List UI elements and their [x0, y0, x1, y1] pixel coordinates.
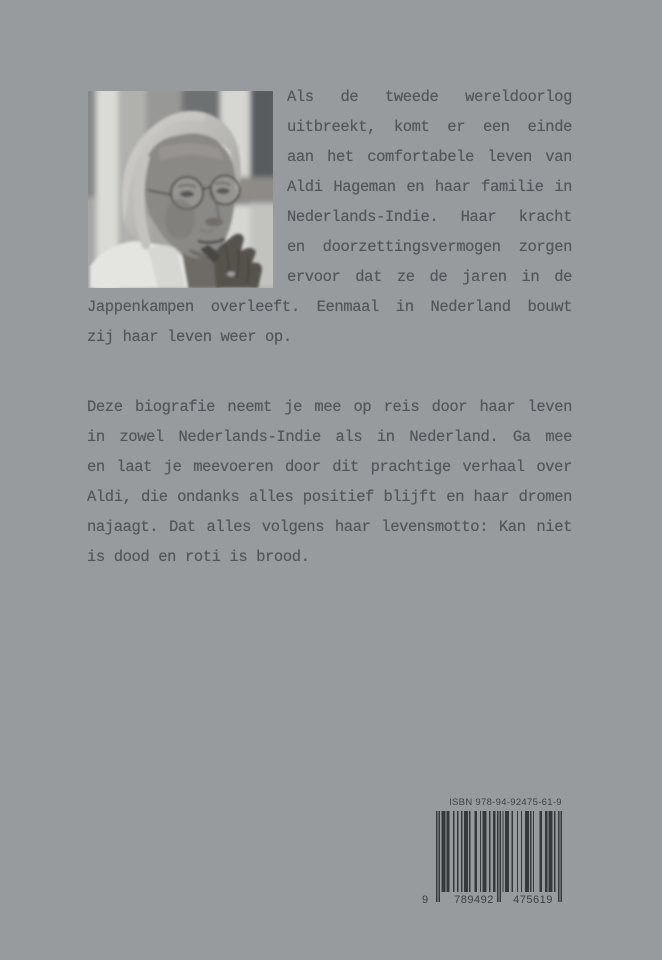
blurb-line: Als de tweede wereldoorlog — [287, 88, 572, 106]
blurb-line: Nederlands-Indie. Haar kracht — [287, 208, 572, 226]
blurb-line: uitbreekt, komt er een einde — [287, 118, 572, 136]
blurb-line: zij haar leven weer op. — [87, 328, 292, 346]
blurb-line: aan het comfortabele leven van — [287, 148, 572, 166]
blurb-line: ervoor dat ze de jaren in de — [287, 268, 572, 286]
isbn-label: ISBN 978-94-92475-61-9 — [449, 797, 562, 808]
barcode-digit-lead: 9 — [422, 894, 429, 906]
blurb-line: en laat je meevoeren door dit prachtige verhaal over — [87, 458, 572, 476]
blurb-line: Aldi, die ondanks alles positief blijft en haar dromen — [87, 488, 572, 506]
blurb-line: Jappenkampen overleeft. Eenmaal in Nederland bouwt — [87, 298, 572, 316]
blurb-line: in zowel Nederlands-Indie als in Nederland. Ga mee — [87, 428, 572, 446]
blurb-line: Aldi Hageman en haar familie in — [287, 178, 572, 196]
author-photo — [88, 91, 273, 288]
barcode-digits-right-group: 475619 — [513, 894, 553, 906]
blurb-line: is dood en roti is brood. — [87, 548, 310, 566]
blurb-line: en doorzettingsvermogen zorgen — [287, 238, 572, 256]
barcode-digits-left-group: 789492 — [454, 894, 494, 906]
blurb-line: Deze biografie neemt je mee op reis door haar leven — [87, 398, 572, 416]
blurb-line: najaagt. Dat alles volgens haar levensmotto: Kan niet — [87, 518, 572, 536]
isbn-barcode-bars — [436, 811, 562, 903]
